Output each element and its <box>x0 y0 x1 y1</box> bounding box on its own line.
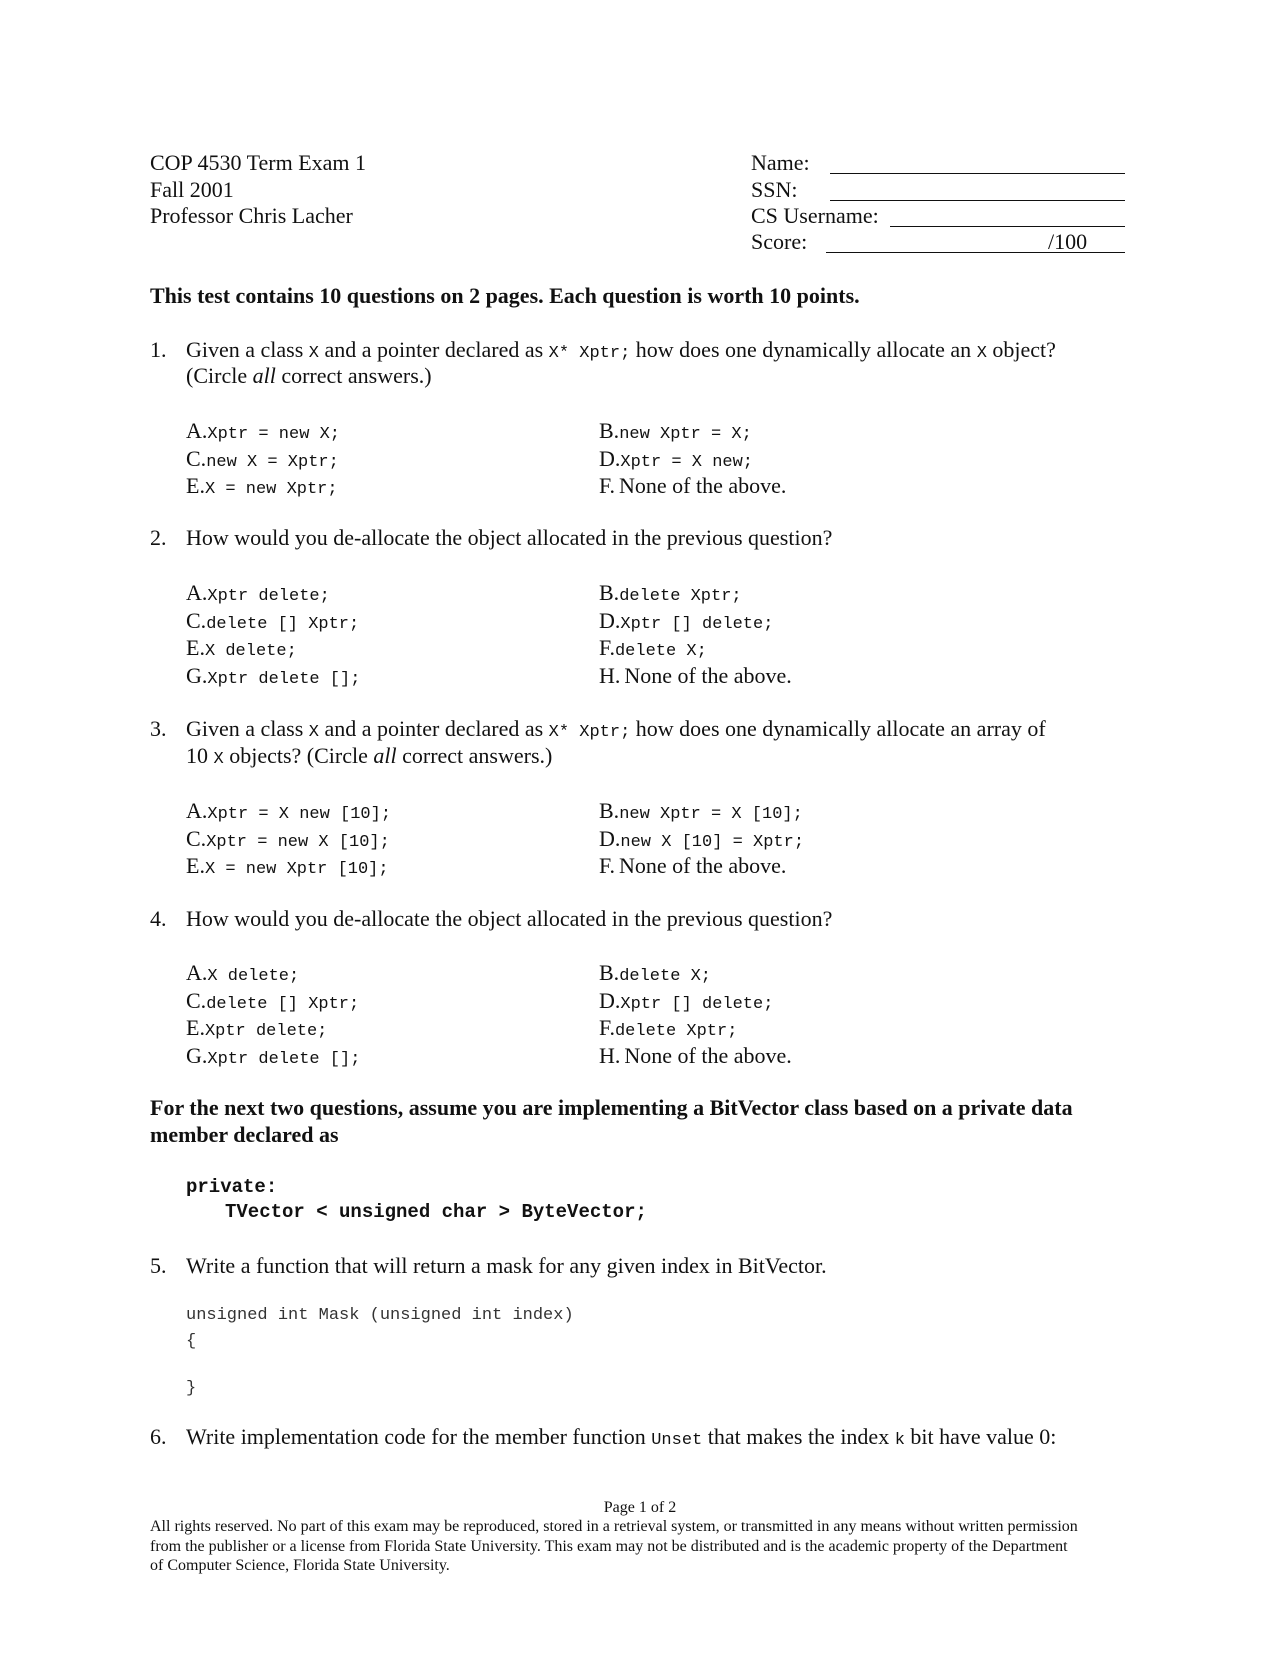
option-letter: C. <box>186 607 207 633</box>
option-code: X = new Xptr; <box>204 480 338 499</box>
option-letter: F. <box>599 473 615 498</box>
option-letter: D. <box>599 607 621 633</box>
name-label: Name: <box>751 150 810 175</box>
q2-option[interactable] <box>186 608 359 638</box>
q2-option[interactable] <box>186 580 330 610</box>
name-field[interactable] <box>830 173 1125 174</box>
option-text: None of the above. <box>618 473 787 498</box>
option-letter: C. <box>186 445 207 471</box>
option-letter: B. <box>599 798 620 823</box>
option-letter: F. <box>599 853 615 878</box>
q4-number: 4. <box>150 906 167 931</box>
option-letter: D. <box>599 825 621 851</box>
q1-option[interactable] <box>599 473 786 499</box>
option-letter: H. <box>599 1042 621 1068</box>
professor: Professor Chris Lacher <box>150 203 353 228</box>
q2-option[interactable] <box>599 663 792 689</box>
q4-option[interactable] <box>186 988 359 1018</box>
q4-option[interactable] <box>186 1043 360 1073</box>
q2-number: 2. <box>150 525 167 550</box>
option-letter: E. <box>186 1015 205 1040</box>
option-code: new X [10] = Xptr; <box>620 832 805 852</box>
copyright-line2: from the publisher or a license from Florida State University. This exam may not be distributed and is the academic property of the Department <box>150 1538 1068 1555</box>
code-open-brace: { <box>186 1332 197 1351</box>
bitvector-intro-line2: member declared as <box>150 1122 339 1147</box>
instructions: This test contains 10 questions on 2 pages. Each question is worth 10 points. <box>150 283 860 308</box>
option-letter: E. <box>186 635 205 660</box>
option-code: Xptr [] delete; <box>620 614 774 634</box>
option-letter: A. <box>186 580 208 605</box>
option-code: X delete; <box>204 642 297 661</box>
code-private: private: <box>186 1176 278 1198</box>
option-code: X = new Xptr [10]; <box>204 860 389 879</box>
option-code: Xptr [] delete; <box>620 994 774 1014</box>
option-code: delete [] Xptr; <box>206 994 360 1014</box>
q4-option[interactable] <box>186 1015 327 1045</box>
username-label: CS Username: <box>751 203 879 228</box>
option-text: None of the above. <box>618 853 787 878</box>
copyright-line3: of Computer Science, Florida State University. <box>150 1557 450 1574</box>
code-close-brace: } <box>186 1379 197 1398</box>
option-code: delete X; <box>614 642 707 661</box>
q3-option[interactable] <box>186 853 389 883</box>
q3-option[interactable] <box>186 826 390 856</box>
score-total: /100 <box>1048 229 1088 254</box>
option-letter: B. <box>599 418 620 443</box>
page-number: Page 1 of 2 <box>603 1499 677 1516</box>
q6-number: 6. <box>150 1424 167 1449</box>
q4-option[interactable] <box>186 960 299 990</box>
option-code: new X = Xptr; <box>206 452 339 472</box>
q2-option[interactable] <box>186 663 360 693</box>
option-text: None of the above. <box>624 1042 792 1068</box>
option-code: Xptr = new X [10]; <box>206 832 390 852</box>
option-code: Xptr = X new [10]; <box>207 805 392 824</box>
option-letter: E. <box>186 473 205 498</box>
code-bytevector: TVector < unsigned char > ByteVector; <box>225 1201 647 1223</box>
option-code: Xptr = X new; <box>620 452 754 472</box>
q1-option[interactable] <box>186 473 338 503</box>
option-letter: C. <box>186 987 207 1013</box>
option-code: Xptr delete []; <box>207 669 361 689</box>
q2-option[interactable] <box>599 608 773 638</box>
option-letter: C. <box>186 825 207 851</box>
q1-option[interactable] <box>186 418 340 448</box>
option-letter: E. <box>186 853 205 878</box>
option-code: new Xptr = X; <box>619 425 752 444</box>
option-letter: D. <box>599 445 621 471</box>
option-code: Xptr delete; <box>207 587 330 606</box>
option-letter: H. <box>599 662 621 688</box>
q3-option[interactable] <box>599 798 803 828</box>
bitvector-intro-line1: For the next two questions, assume you are implementing a BitVector class based on a private data <box>150 1095 1073 1120</box>
term: Fall 2001 <box>150 177 234 202</box>
q1-option[interactable] <box>186 446 339 476</box>
option-code: delete Xptr; <box>619 587 742 606</box>
code-mask-signature: unsigned int Mask (unsigned int index) <box>186 1306 574 1325</box>
copyright-line1: All rights reserved. No part of this exam may be reproduced, stored in a retrieval system, or transmitted in any means without written permission <box>150 1518 1078 1535</box>
option-letter: F. <box>599 635 615 660</box>
q6-text: Write implementation code for the member function Unset that makes the index k bit have value 0: <box>186 1424 1057 1450</box>
ssn-label: SSN: <box>751 177 798 202</box>
q4-option[interactable] <box>599 960 711 990</box>
q4-option[interactable] <box>599 988 773 1018</box>
q1-option[interactable] <box>599 446 753 476</box>
q2-option[interactable] <box>186 635 297 665</box>
username-field[interactable] <box>890 226 1125 227</box>
q1-text-cont: (Circle all correct answers.) <box>186 363 432 388</box>
option-code: new Xptr = X [10]; <box>619 805 803 824</box>
q2-text: How would you de-allocate the object allocated in the previous question? <box>186 525 833 550</box>
option-text: None of the above. <box>624 662 792 688</box>
q5-text: Write a function that will return a mask for any given index in BitVector. <box>186 1253 827 1278</box>
q3-option[interactable] <box>599 826 804 856</box>
q2-option[interactable] <box>599 580 742 610</box>
q3-option[interactable] <box>186 798 391 828</box>
option-letter: G. <box>186 1042 208 1068</box>
ssn-field[interactable] <box>830 200 1125 201</box>
q2-option[interactable] <box>599 635 707 665</box>
score-label: Score: <box>751 229 808 254</box>
q3-text: Given a class X and a pointer declared as X* Xptr; how does one dynamically allocate an array of <box>186 716 1046 742</box>
option-letter: B. <box>599 580 620 605</box>
option-code: Xptr delete; <box>204 1022 328 1041</box>
option-letter: A. <box>186 798 208 823</box>
option-code: delete [] Xptr; <box>206 614 360 634</box>
option-letter: B. <box>599 960 620 985</box>
option-code: delete Xptr; <box>614 1022 738 1041</box>
q1-option[interactable] <box>599 418 752 448</box>
option-letter: G. <box>186 662 208 688</box>
q3-option[interactable] <box>599 853 786 879</box>
q4-option[interactable] <box>599 1043 792 1069</box>
option-letter: F. <box>599 1015 615 1040</box>
option-code: X delete; <box>207 967 300 986</box>
q3-number: 3. <box>150 716 167 741</box>
q4-text: How would you de-allocate the object allocated in the previous question? <box>186 906 833 931</box>
q4-option[interactable] <box>599 1015 737 1045</box>
option-letter: A. <box>186 418 208 443</box>
course-title: COP 4530 Term Exam 1 <box>150 150 367 175</box>
q1-text: Given a class X and a pointer declared as X* Xptr; how does one dynamically allocate an X object? <box>186 337 1056 363</box>
option-code: delete X; <box>619 967 712 986</box>
option-code: Xptr delete []; <box>207 1049 361 1069</box>
q5-number: 5. <box>150 1253 167 1278</box>
option-code: Xptr = new X; <box>207 425 341 444</box>
q1-number: 1. <box>150 337 167 362</box>
option-letter: A. <box>186 960 208 985</box>
q3-text-cont: 10 X objects? (Circle all correct answers.) <box>186 743 553 769</box>
option-letter: D. <box>599 987 621 1013</box>
